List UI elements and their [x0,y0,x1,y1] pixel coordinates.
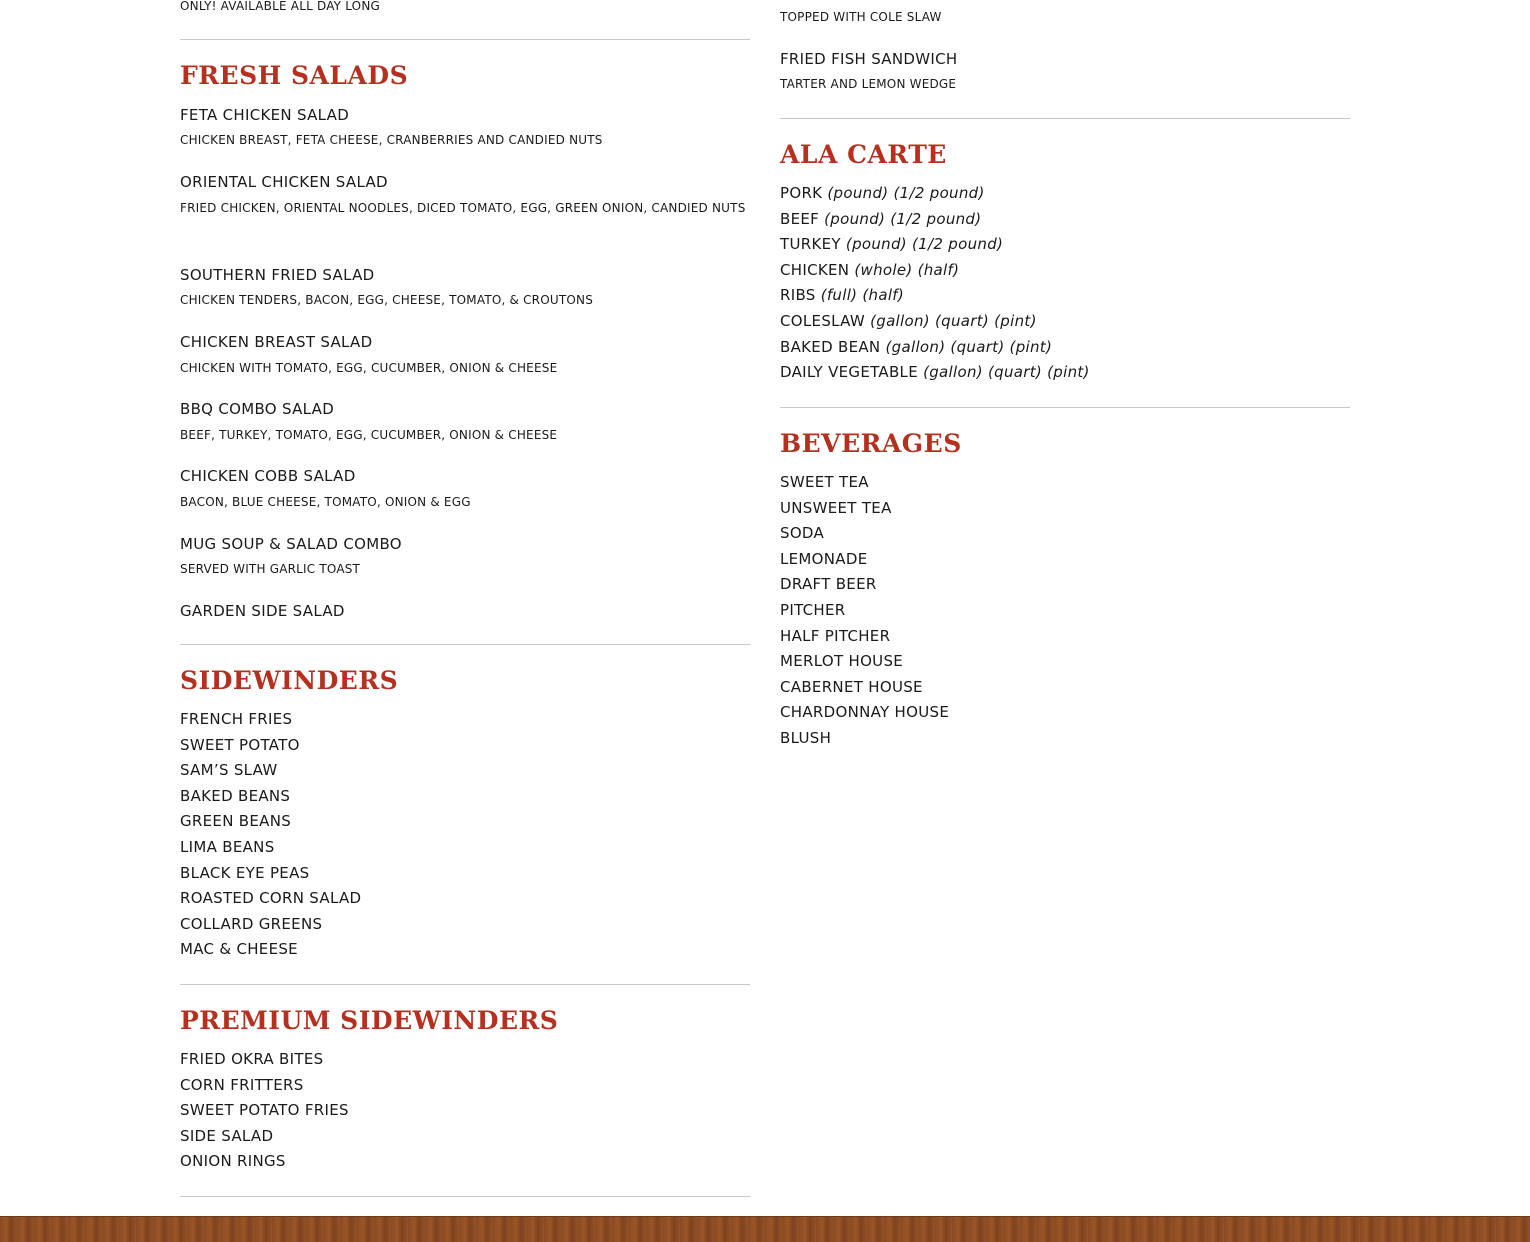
menu-item-name: MUG SOUP & SALAD COMBO [180,535,402,553]
menu-item-description: SERVED WITH GARLIC TOAST [180,562,361,576]
item-options: (pound) (1/2 pound) [845,235,1004,254]
menu-item-description: CHICKEN WITH TOMATO, EGG, CUCUMBER, ONION & CHEESE [180,361,558,375]
item-options: (full) (half) [820,286,905,305]
item-name: RIBS [780,286,816,305]
menu-item-name: ORIENTAL CHICKEN SALAD [180,173,388,191]
list-item: BLACK EYE PEAS [180,863,310,882]
menu-item-name: CHICKEN COBB SALAD [180,467,356,485]
list-item [780,335,1090,361]
footer-wood-band [0,1216,1530,1242]
list-item: BLUSH [780,728,832,747]
menu-item-name: CHICKEN BREAST SALAD [180,333,373,351]
divider [180,644,750,645]
menu-item-description: CHICKEN BREAST, FETA CHEESE, CRANBERRIES AND CANDIED NUTS [180,133,603,147]
item-name: CHICKEN [780,260,850,279]
list-item: SWEET POTATO [180,735,300,754]
list-item: CABERNET HOUSE [780,677,923,696]
list-item: LEMONADE [780,549,868,568]
list-item [780,207,1090,233]
beverages-list [780,470,949,752]
item-options: (gallon) (quart) (pint) [885,337,1053,356]
divider [780,407,1350,408]
list-item: UNSWEET TEA [780,498,892,517]
list-item: SIDE SALAD [180,1126,274,1145]
sidewinders-list [180,707,361,963]
list-item: GREEN BEANS [180,812,292,831]
divider [180,1196,750,1197]
menu-item-name: GARDEN SIDE SALAD [180,602,345,620]
menu-item-description: BEEF, TURKEY, TOMATO, EGG, CUCUMBER, ONION & CHEESE [180,428,558,442]
divider [180,39,750,40]
divider [780,118,1350,119]
list-item: SAM’S SLAW [180,761,278,780]
list-item: DRAFT BEER [780,575,877,594]
ala-carte-list [780,181,1090,386]
list-item [780,283,1090,309]
premium-sidewinders-list [180,1047,349,1175]
item-name: DAILY VEGETABLE [780,363,918,382]
item-name: BEEF [780,209,820,228]
item-options: (gallon) (quart) (pint) [870,311,1037,330]
menu-item-description: TARTER AND LEMON WEDGE [780,77,957,91]
list-item: CHARDONNAY HOUSE [780,703,950,722]
list-item: ROASTED CORN SALAD [180,889,362,908]
item-options: (whole) (half) [854,260,960,279]
list-item: SWEET POTATO FRIES [180,1101,349,1120]
list-item [780,258,1090,284]
item-options: (pound) (1/2 pound) [827,184,985,202]
menu-item-name: FETA CHICKEN SALAD [180,106,350,124]
item-name: TURKEY [780,235,841,254]
menu-item-name: FRIED FISH SANDWICH [780,50,958,68]
section-title-premium-sidewinders: PREMIUM SIDEWINDERS [180,1006,559,1035]
section-title-sidewinders: SIDEWINDERS [180,666,399,695]
list-item: ONION RINGS [180,1152,286,1171]
list-item: LIMA BEANS [180,837,275,856]
list-item: FRIED OKRA BITES [180,1050,324,1068]
list-item [780,232,1090,258]
list-item: COLLARD GREENS [180,914,323,933]
list-item: SODA [780,524,825,543]
item-name: COLESLAW [780,311,866,330]
menu-item-name: SOUTHERN FRIED SALAD [180,266,375,284]
list-item: MAC & CHEESE [180,940,298,959]
list-item: HALF PITCHER [780,626,891,645]
list-item: CORN FRITTERS [180,1075,304,1094]
divider [180,984,750,985]
section-title-ala-carte: ALA CARTE [780,140,947,169]
list-item [780,309,1090,335]
menu-item-name: BBQ COMBO SALAD [180,400,335,418]
item-options: (pound) (1/2 pound) [824,209,982,228]
menu-item-description: TOPPED WITH COLE SLAW [780,10,942,24]
list-item [780,360,1090,386]
menu-item-description: CHICKEN TENDERS, BACON, EGG, CHEESE, TOMATO, & CROUTONS [180,293,594,307]
list-item: BAKED BEANS [180,786,291,805]
item-name: PORK [780,184,823,202]
item-name: BAKED BEAN [780,337,881,356]
availability-note: ONLY! AVAILABLE ALL DAY LONG [180,0,381,13]
menu-item-description: BACON, BLUE CHEESE, TOMATO, ONION & EGG [180,495,471,509]
list-item: FRENCH FRIES [180,710,293,728]
list-item [780,181,1090,207]
section-title-fresh-salads: FRESH SALADS [180,61,409,90]
list-item: MERLOT HOUSE [780,652,904,671]
section-title-beverages: BEVERAGES [780,429,962,458]
list-item: PITCHER [780,600,846,619]
item-options: (gallon) (quart) (pint) [923,363,1090,382]
list-item: SWEET TEA [780,473,869,491]
menu-item-description: FRIED CHICKEN, ORIENTAL NOODLES, DICED TOMATO, EGG, GREEN ONION, CANDIED NUTS [180,201,746,215]
